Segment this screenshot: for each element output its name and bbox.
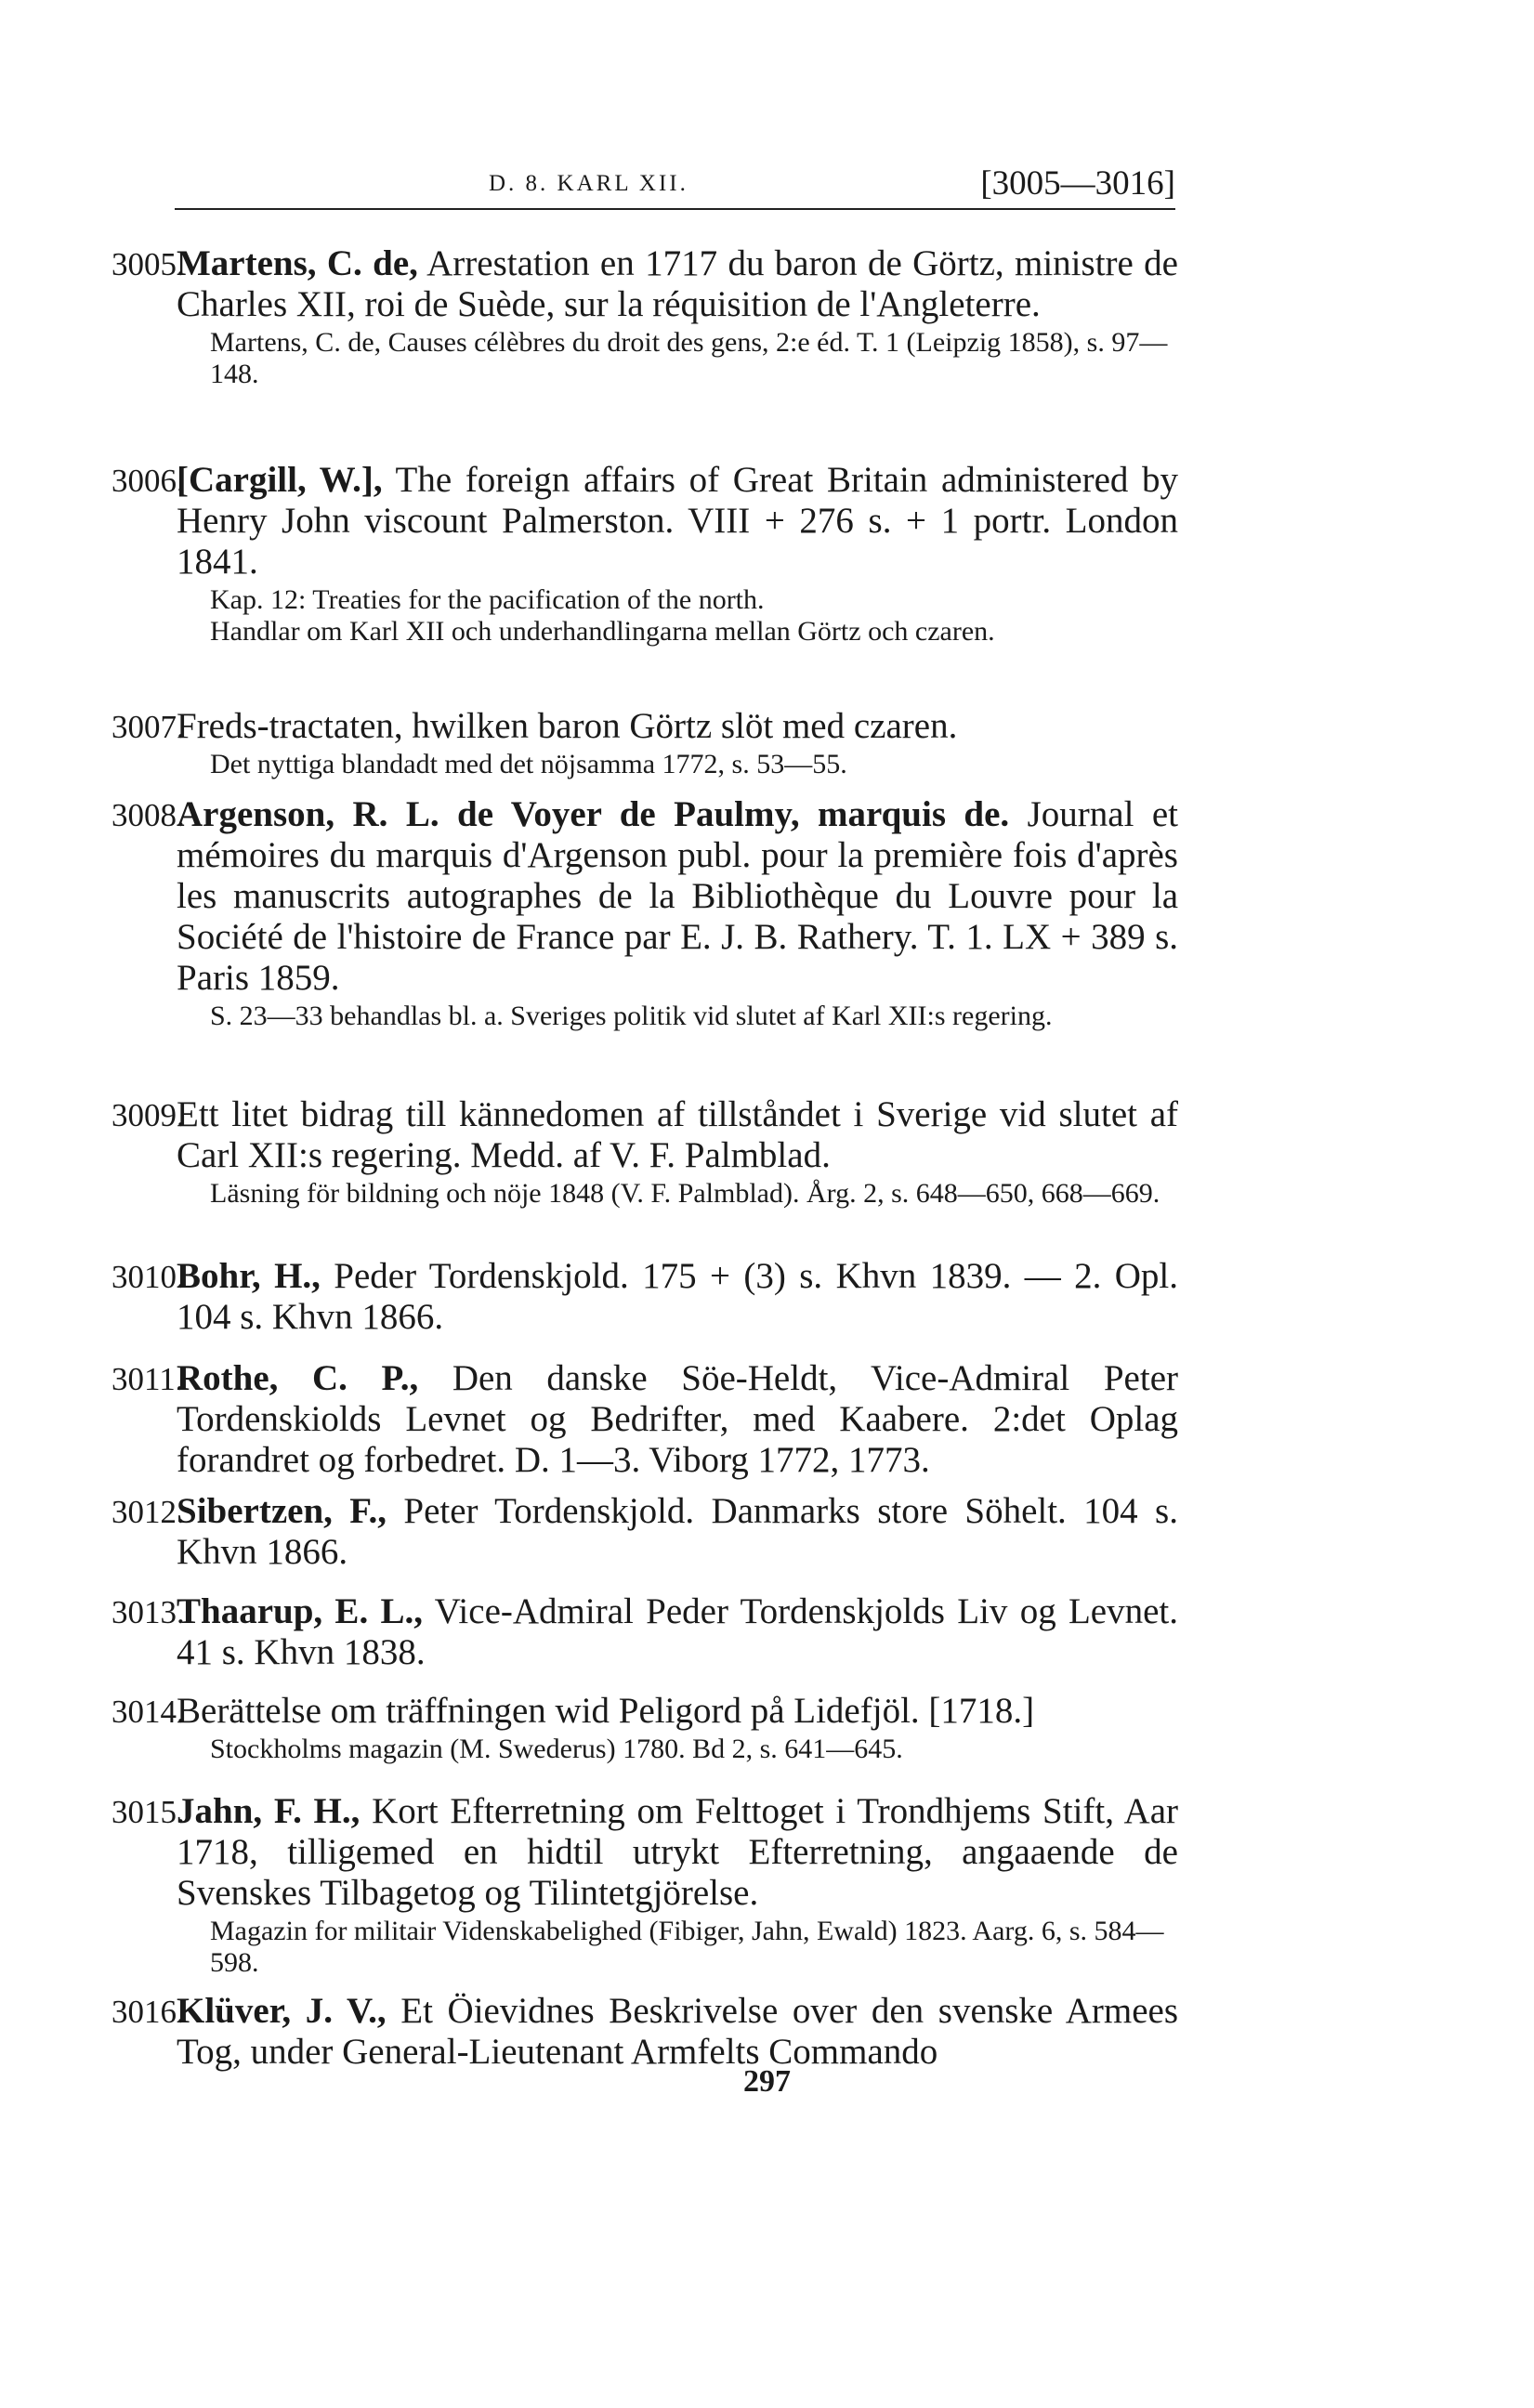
bibliography-entry — [111, 1094, 1178, 1210]
entry-note: Magazin for militair Videnskabelighed (Fibiger, Jahn, Ewald) 1823. Aarg. 6, s. 584—598. — [210, 1916, 1164, 1978]
entry-citation — [177, 1358, 1178, 1481]
entry-number: 3014. — [111, 1694, 185, 1730]
entry-title: The foreign affairs of Great Britain administered by Henry John viscount Palmerston. VIII + 276 s. + 1 portr. London 1841. — [177, 460, 1179, 582]
entry-body — [177, 1094, 1178, 1210]
entry-body — [177, 706, 1178, 780]
entry-title: Peder Tordenskjold. 175 + (3) s. Khvn 1839. — 2. Opl. 104 s. Khvn 1866. — [177, 1256, 1178, 1337]
entry-citation — [177, 1094, 1178, 1176]
entry-notes — [210, 1734, 1178, 1765]
entry-citation — [177, 1591, 1178, 1673]
entry-author: Martens, C. de, — [177, 243, 418, 283]
bibliography-entry — [111, 1256, 1178, 1338]
entry-author: Rothe, C. P., — [177, 1358, 419, 1398]
entry-note: Stockholms magazin (M. Swederus) 1780. Bd 2, s. 641—645. — [210, 1734, 903, 1764]
entry-citation — [177, 460, 1178, 582]
header-entry-range: [3005—3016] — [980, 164, 1175, 203]
entry-notes — [210, 584, 1178, 648]
bibliography-entry — [111, 243, 1178, 390]
entry-number: 3015. — [111, 1794, 185, 1830]
entry-citation — [177, 706, 1178, 747]
entry-citation — [177, 1991, 1178, 2073]
entry-note: Det nyttiga blandadt med det nöjsamma 1772, s. 53—55. — [210, 749, 847, 779]
entry-title: Vice-Admiral Peder Tordenskjolds Liv og Levnet. 41 s. Khvn 1838. — [177, 1591, 1179, 1672]
entry-author: Argenson, R. L. de Voyer de Paulmy, marquis de. — [177, 794, 1010, 834]
entry-note: S. 23—33 behandlas bl. a. Sveriges politik vid slutet af Karl XII:s regering. — [210, 1001, 1053, 1031]
entry-number: 3013. — [111, 1594, 185, 1630]
entry-author: Thaarup, E. L., — [177, 1591, 424, 1631]
entry-title: Kort Efterretning om Felttoget i Trondhjems Stift, Aar 1718, tilligemed en hidtil utrykt Efterretning, angaaende de Svenskes Tilbagetog og Tilintetgjörelse. — [177, 1791, 1179, 1913]
entry-citation — [177, 1791, 1178, 1914]
entry-title: Freds-tractaten, hwilken baron Görtz slöt med czaren. — [177, 706, 958, 746]
entry-notes — [210, 1916, 1178, 1979]
entry-title: Peter Tordenskjold. Danmarks store Söhelt. 104 s. Khvn 1866. — [177, 1491, 1178, 1572]
running-header — [175, 165, 1175, 210]
entry-number: 3009. — [111, 1097, 185, 1133]
entry-body — [177, 1691, 1178, 1765]
entry-notes — [210, 1178, 1178, 1210]
entry-notes — [210, 749, 1178, 780]
entry-number: 3012. — [111, 1494, 185, 1530]
entry-note: Martens, C. de, Causes célèbres du droit des gens, 2:e éd. T. 1 (Leipzig 1858), s. 97—148. — [210, 327, 1168, 389]
entry-number: 3008. — [111, 797, 185, 833]
entry-notes — [210, 327, 1178, 390]
bibliography-entry — [111, 460, 1178, 648]
entry-body — [177, 1791, 1178, 1979]
entry-author: Jahn, F. H., — [177, 1791, 361, 1831]
bibliography-entry — [111, 1991, 1178, 2073]
entry-body — [177, 460, 1178, 648]
entry-notes — [210, 1001, 1178, 1032]
entry-number: 3016. — [111, 1994, 185, 2030]
page-number: 297 — [743, 2064, 791, 2099]
entry-citation — [177, 243, 1178, 325]
entry-author: Sibertzen, F., — [177, 1491, 387, 1531]
entry-body — [177, 794, 1178, 1032]
entry-author: Bohr, H., — [177, 1256, 321, 1296]
entry-citation — [177, 1491, 1178, 1573]
entry-number: 3010. — [111, 1259, 185, 1295]
entry-citation — [177, 1256, 1178, 1338]
entry-number: 3007. — [111, 709, 185, 745]
bibliography-entry — [111, 706, 1178, 780]
bibliography-entry — [111, 1491, 1178, 1573]
entry-author: Klüver, J. V., — [177, 1991, 387, 2031]
bibliography-entry — [111, 1691, 1178, 1765]
entry-number: 3011. — [111, 1361, 184, 1397]
bibliography-entry — [111, 1791, 1178, 1979]
entry-title: Den danske Söe-Heldt, Vice-Admiral Peter Tordenskiolds Levnet og Bedrifter, med Kaabere. 2:det Oplag forandret og forbedret. D. 1—3. Viborg 1772, 1773. — [177, 1358, 1178, 1480]
entry-title: Arrestation en 1717 du baron de Görtz, ministre de Charles XII, roi de Suède, sur la réquisition de l'Angleterre. — [177, 243, 1178, 324]
entry-note: Kap. 12: Treaties for the pacification of the north. — [210, 584, 765, 615]
entry-number: 3006. — [111, 463, 185, 499]
entry-number: 3005. — [111, 246, 185, 282]
bibliography-entry — [111, 1358, 1178, 1481]
bibliography-entry — [111, 794, 1178, 1032]
entry-body — [177, 1491, 1178, 1573]
entry-body — [177, 243, 1178, 390]
entry-body — [177, 1358, 1178, 1481]
entry-title: Et Öievidnes Beskrivelse over den svenske Armees Tog, under General-Lieutenant Armfelts Commando — [177, 1991, 1179, 2072]
entry-citation — [177, 794, 1178, 999]
entry-citation — [177, 1691, 1178, 1732]
entry-body — [177, 1991, 1178, 2073]
entry-body — [177, 1256, 1178, 1338]
entry-body — [177, 1591, 1178, 1673]
entry-author: [Cargill, W.], — [177, 460, 383, 500]
bibliography-entry — [111, 1591, 1178, 1673]
entry-note: Läsning för bildning och nöje 1848 (V. F. Palmblad). Årg. 2, s. 648—650, 668—669. — [210, 1178, 1160, 1209]
entry-title: Berättelse om träffningen wid Peligord på Lidefjöl. [1718.] — [177, 1691, 1035, 1731]
entry-note: Handlar om Karl XII och underhandlingarna mellan Görtz och czaren. — [210, 616, 995, 647]
entry-title: Ett litet bidrag till kännedomen af tillståndet i Sverige vid slutet af Carl XII:s regering. Medd. af V. F. Palmblad. — [177, 1094, 1178, 1175]
header-title: D. 8. KARL XII. — [489, 171, 688, 196]
entry-title: Journal et mémoires du marquis d'Argenson publ. pour la première fois d'après les manuscrits autographes de la Bibliothèque du Louvre pour la Société de l'histoire de France par E. J. B. Rathery. T. 1. LX + 389 s. Paris 1859. — [177, 794, 1178, 998]
